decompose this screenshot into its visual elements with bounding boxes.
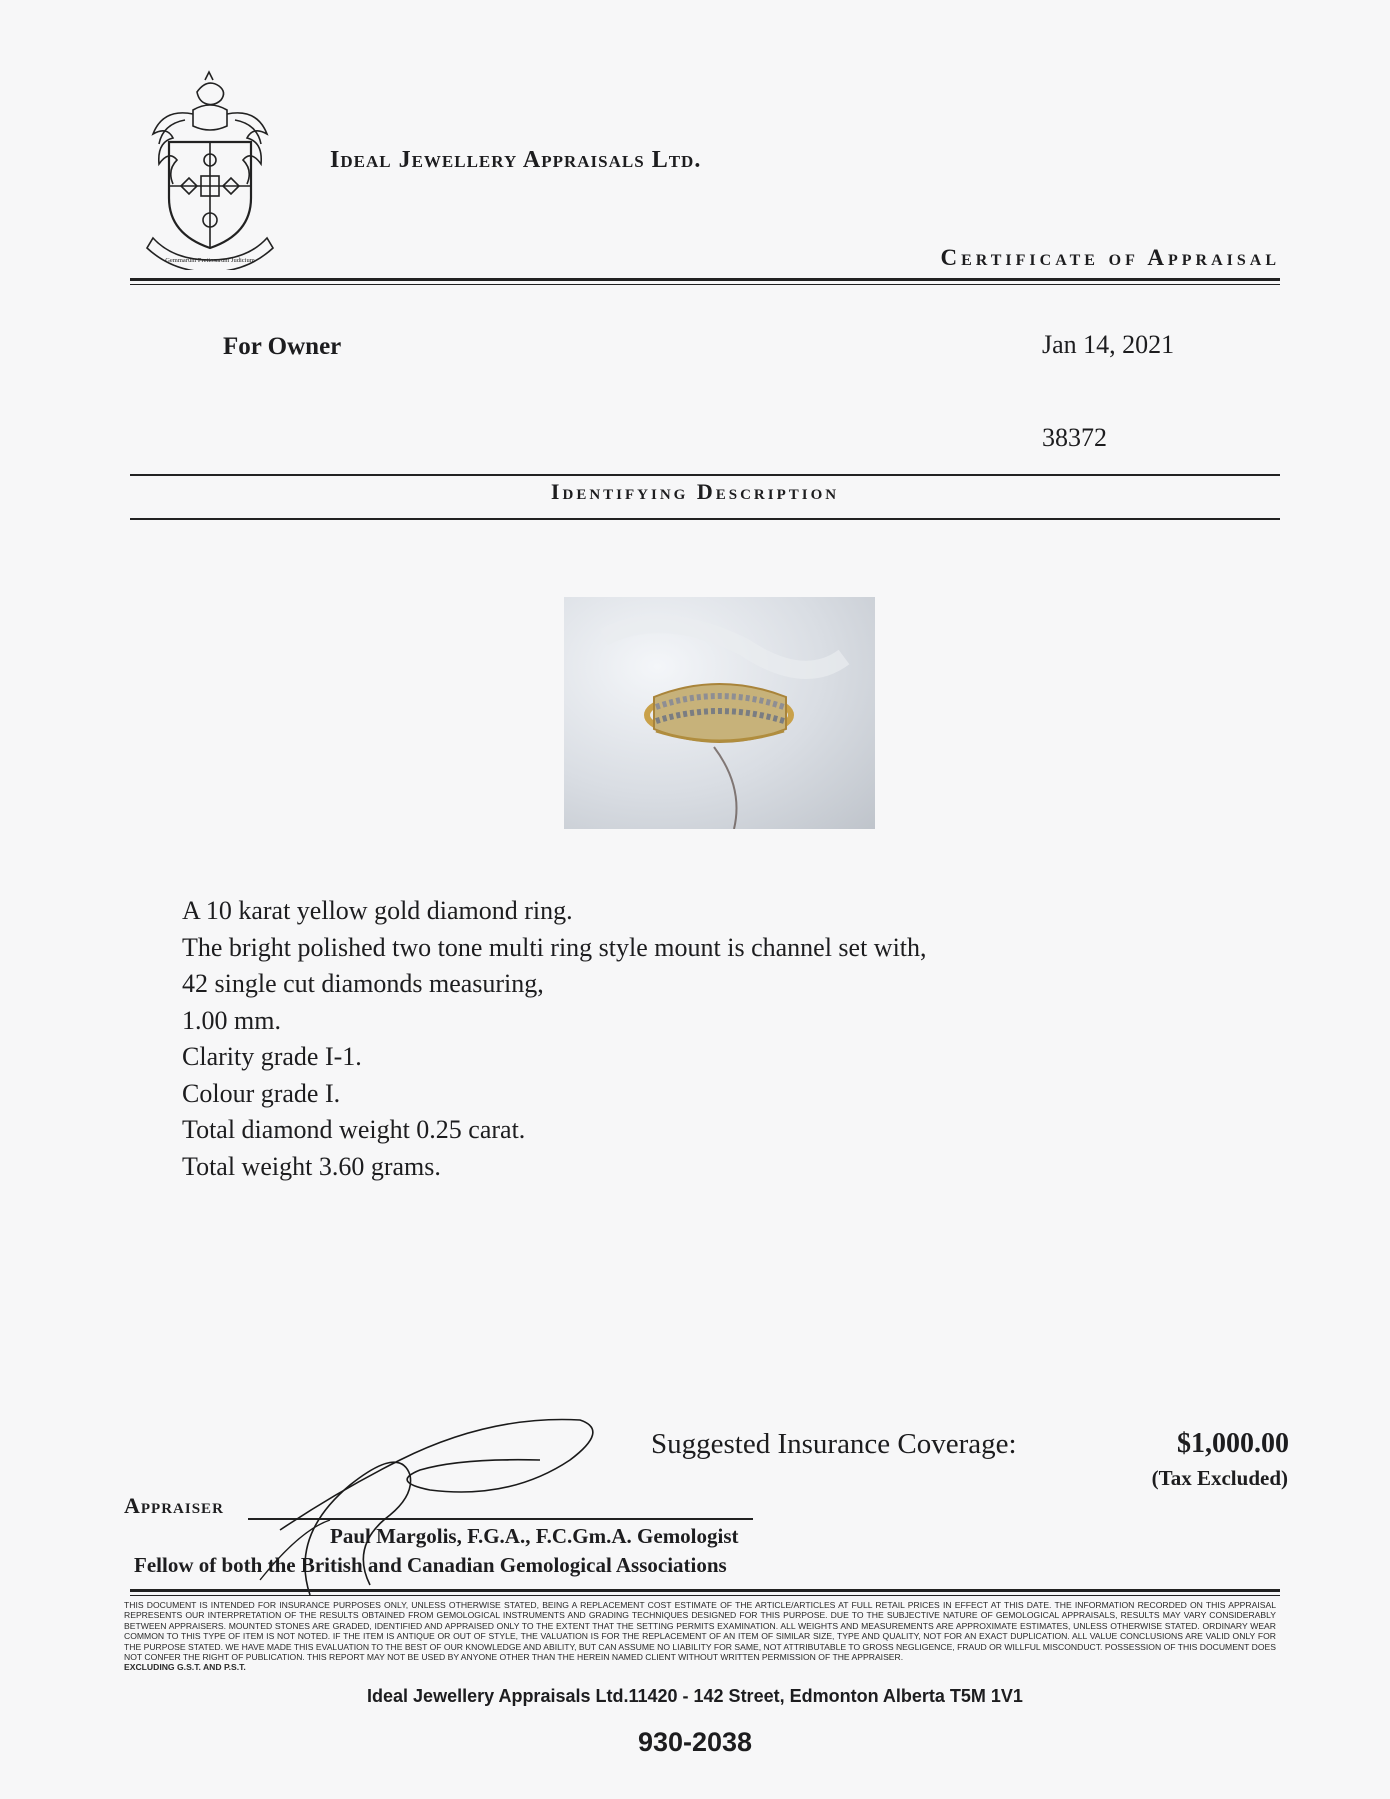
description-line: Clarity grade I-1. [182,1042,362,1071]
appraiser-label: Appraiser [124,1493,224,1518]
description-line: The bright polished two tone multi ring style mount is channel set with, [182,932,927,962]
description-line: 42 single cut diamonds measuring, [182,969,544,998]
section-title: Identifying Description [550,479,840,504]
reference-number: 38372 [1042,423,1107,452]
description-line: Colour grade I. [182,1078,341,1108]
section-divider-bottom [130,518,1280,520]
description-line: A 10 karat yellow gold diamond ring. [182,896,573,925]
disclaimer [124,1600,1276,1673]
appraisal-date: Jan 14, 2021 [1042,330,1175,359]
coat-of-arms-logo [135,70,285,270]
footer-phone: 930-2038 [637,1727,753,1757]
header-divider [130,278,1280,281]
footer-address: Ideal Jewellery Appraisals Ltd.11420 - 142 Street, Edmonton Alberta T5M 1V1 [367,1686,1023,1706]
recipient-label: For Owner [223,333,342,360]
description-line: 1.00 mm. [182,1005,281,1035]
company-name: Ideal Jewellery Appraisals Ltd. [330,147,702,173]
description-line: Total diamond weight 0.25 carat. [182,1115,526,1144]
item-description [182,893,927,1185]
handwritten-signature [240,1380,600,1610]
tax-note: (Tax Excluded) [1151,1466,1288,1490]
description-line: Total weight 3.60 grams. [182,1151,441,1181]
appraiser-fellowship: Fellow of both the British and Canadian Gemological Associations [134,1553,727,1577]
ring-photo [564,597,875,829]
footer-divider [130,1589,1280,1592]
svg-text:Gemmarum Pretiosarum Judicium: Gemmarum Pretiosarum Judicium [165,257,255,264]
header-divider-thin [130,284,1280,285]
insurance-value: $1,000.00 [1177,1428,1289,1459]
certificate-title: Certificate of Appraisal [940,245,1280,270]
disclaimer-text: THIS DOCUMENT IS INTENDED FOR INSURANCE PURPOSES ONLY, UNLESS OTHERWISE STATED, BEING A REPLACEMENT COST ESTIMATE OF THE ARTICLE/ARTICLES AT FULL RETAIL PRICES IN EFFECT AT THIS DATE. THE INFORMATION RECORDED ON THIS APPRAISAL REPRESENTS OUR INTERPRETATION OF THE RESULTS OBTAINED FROM GEMOLOGICAL INSTRUMENTS AND GRADING TECHNIQUES DESIGNED FOR THIS PURPOSE. DUE TO THE SUBJECTIVE NATURE OF GEMOLOGICAL APPRAISALS, RESULTS MAY VARY CONSIDERABLY BETWEEN APPRAISERS. MOUNTED STONES ARE GRADED, IDENTIFIED AND APPRAISED ONLY TO THE EXTENT THAT THE SETTING PERMITS EXAMINATION. ALL WEIGHTS AND MEASUREMENTS ARE APPROXIMATE ESTIMATES, UNLESS OTHERWISE STATED. ORDINARY WEAR COMMON TO THIS TYPE OF ITEM IS NOT NOTED. IF THE ITEM IS ANTIQUE OR OUT OF STYLE, THE VALUATION IS FOR THE REPLACEMENT OF AN ITEM OF SIMILAR SIZE, TYPE AND QUALITY, NOT FOR AN EXACT DUPLICATION. ALL VALUE CONCLUSIONS ARE VALID ONLY FOR THE PURPOSE STATED. WE HAVE MADE THIS EVALUATION TO THE BEST OF OUR KNOWLEDGE AND ABILITY, BUT CAN ASSUME NO LIABILITY FOR SAME, NOT ATTRIBUTABLE TO GROSS NEGLIGENCE, FRAUD OR WILLFUL MISCONDUCT. POSSESSION OF THIS DOCUMENT DOES NOT CONFER THE RIGHT OF PUBLICATION. THIS REPORT MAY NOT BE USED BY ANYONE OTHER THAN THE HEREIN NAMED CLIENT WITHOUT WRITTEN PERMISSION OF THE APPRAISER. [124,1600,1276,1663]
footer-divider-thin [130,1595,1280,1596]
tax-exclusion-note: EXCLUDING G.S.T. AND P.S.T. [124,1662,246,1673]
section-divider-top [130,474,1280,476]
insurance-label: Suggested Insurance Coverage: [651,1428,1017,1460]
ring-image [564,597,875,829]
appraiser-name: Paul Margolis, F.G.A., F.C.Gm.A. Gemologist [330,1524,739,1548]
